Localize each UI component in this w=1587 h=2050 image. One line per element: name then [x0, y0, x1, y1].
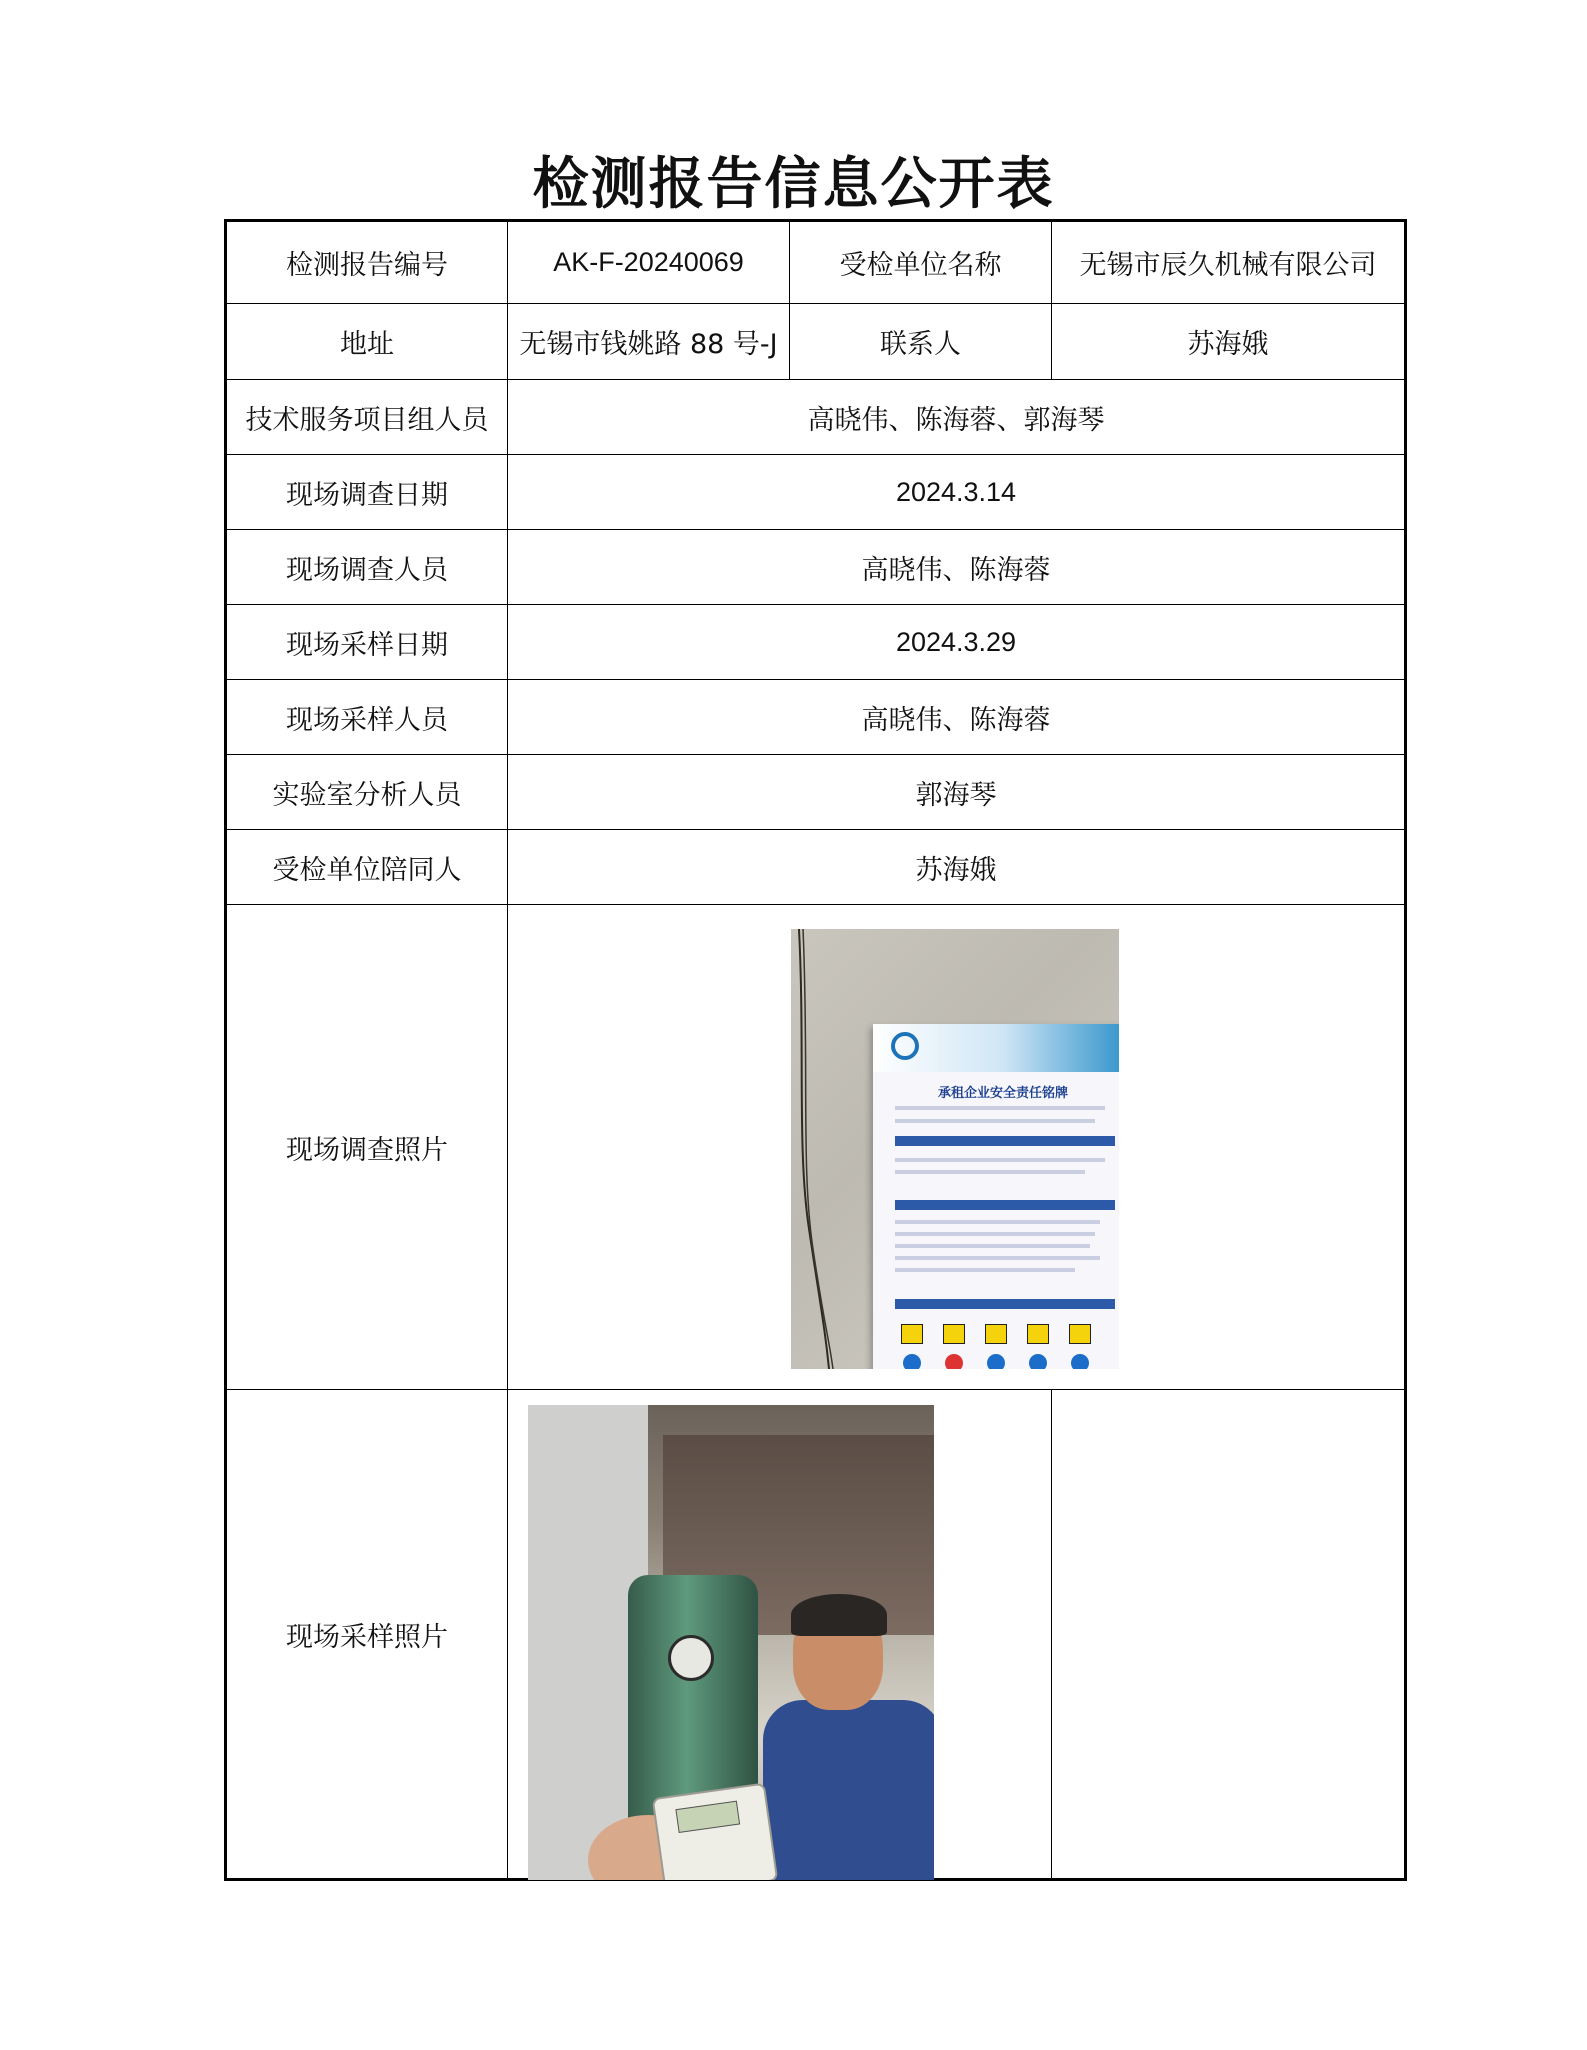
escort-value: 苏海娥 [508, 830, 1406, 905]
mandatory-sign-icon [1029, 1354, 1047, 1369]
survey-staff-label: 现场调查人员 [226, 530, 508, 605]
survey-date-value: 2024.3.14 [508, 455, 1406, 530]
sound-level-meter [652, 1783, 779, 1880]
lab-staff-value: 郭海琴 [508, 755, 1406, 830]
sample-photo [528, 1405, 934, 1880]
worker [773, 1600, 913, 1880]
cable-wire [795, 929, 835, 1369]
safety-signboard [873, 1024, 1119, 1369]
sample-date-label: 现场采样日期 [226, 605, 508, 680]
table-row [226, 1390, 1406, 1880]
report-info-table [224, 219, 1407, 1881]
page-title: 检测报告信息公开表 [532, 152, 1055, 217]
table-row [226, 380, 1406, 455]
team-value: 高晓伟、陈海蓉、郭海琴 [508, 380, 1406, 455]
board-title: 承租企业安全责任铭牌 [937, 1086, 1068, 1101]
warning-sign-icon [985, 1324, 1007, 1344]
address-label: 地址 [226, 304, 508, 380]
table-row [226, 530, 1406, 605]
report-no-value: AK-F-20240069 [508, 221, 790, 304]
board-logo-icon [891, 1032, 919, 1060]
contact-label: 联系人 [790, 304, 1052, 380]
sample-date-value: 2024.3.29 [508, 605, 1406, 680]
contact-value: 苏海娥 [1052, 304, 1406, 380]
survey-photo [791, 929, 1119, 1369]
table-row [226, 755, 1406, 830]
sample-staff-value: 高晓伟、陈海蓉 [508, 680, 1406, 755]
survey-date-label: 现场调查日期 [226, 455, 508, 530]
warning-sign-icon [943, 1324, 965, 1344]
address-value: 无锡市钱姚路 88 号-J [508, 304, 790, 380]
mandatory-sign-icon [1071, 1354, 1089, 1369]
table-row [226, 605, 1406, 680]
report-no-label: 检测报告编号 [226, 221, 508, 304]
table-row [226, 221, 1406, 304]
table-row [226, 905, 1406, 1390]
mandatory-sign-icon [987, 1354, 1005, 1369]
sample-photo-label: 现场采样照片 [226, 1390, 508, 1880]
warning-sign-icon [1027, 1324, 1049, 1344]
team-label: 技术服务项目组人员 [226, 380, 508, 455]
unit-name-value: 无锡市辰久机械有限公司 [1052, 221, 1406, 304]
unit-name-label: 受检单位名称 [790, 221, 1052, 304]
mandatory-sign-icon [903, 1354, 921, 1369]
survey-photo-label: 现场调查照片 [226, 905, 508, 1390]
lab-staff-label: 实验室分析人员 [226, 755, 508, 830]
warning-sign-icon [1069, 1324, 1091, 1344]
sample-staff-label: 现场采样人员 [226, 680, 508, 755]
prohibition-sign-icon [945, 1354, 963, 1369]
empty-photo-cell [1052, 1390, 1406, 1880]
warning-sign-icon [901, 1324, 923, 1344]
table-row [226, 680, 1406, 755]
survey-staff-value: 高晓伟、陈海蓉 [508, 530, 1406, 605]
sample-photo-cell [508, 1390, 1052, 1880]
escort-label: 受检单位陪同人 [226, 830, 508, 905]
gauge-icon [668, 1635, 714, 1681]
table-row [226, 455, 1406, 530]
table-row [226, 304, 1406, 380]
survey-photo-cell [508, 905, 1406, 1390]
table-row [226, 830, 1406, 905]
